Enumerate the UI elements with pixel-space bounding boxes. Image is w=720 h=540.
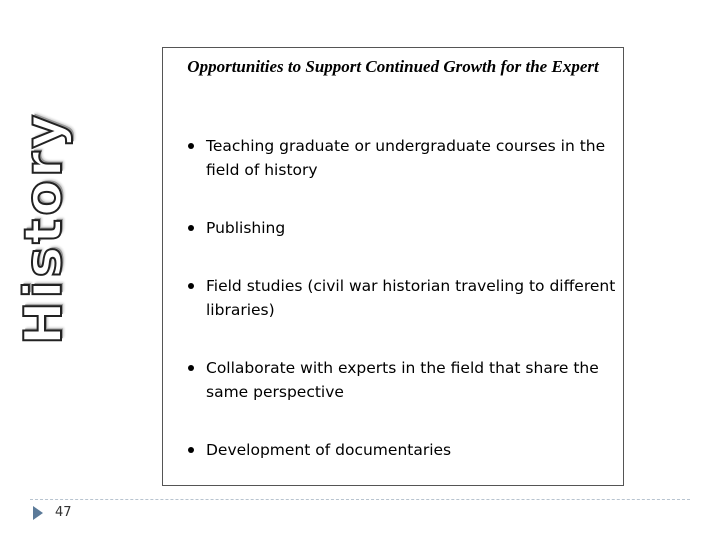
box-title: Opportunities to Support Continued Growth for the Expert [187, 57, 599, 76]
list-item [188, 274, 618, 322]
list-item-text: Publishing [206, 219, 286, 237]
triangle-right-icon [33, 506, 43, 520]
content-box [162, 47, 624, 486]
bullet-icon [188, 283, 194, 289]
list-item-text: Field studies (civil war historian traveling to different libraries) [206, 277, 616, 319]
list-item [188, 216, 618, 240]
footer-divider [30, 499, 690, 500]
list-item-text: Development of documentaries [206, 441, 452, 459]
list-item [188, 134, 618, 182]
bullet-icon [188, 143, 194, 149]
list-item-text: Teaching graduate or undergraduate courses in the field of history [206, 137, 606, 179]
list-item [188, 356, 618, 404]
page-number: 47 [55, 505, 72, 520]
side-title: History [14, 111, 74, 345]
list-item [188, 438, 618, 462]
bullet-icon [188, 225, 194, 231]
bullet-icon [188, 365, 194, 371]
bullet-icon [188, 447, 194, 453]
list-item-text: Collaborate with experts in the field that share the same perspective [206, 359, 599, 401]
